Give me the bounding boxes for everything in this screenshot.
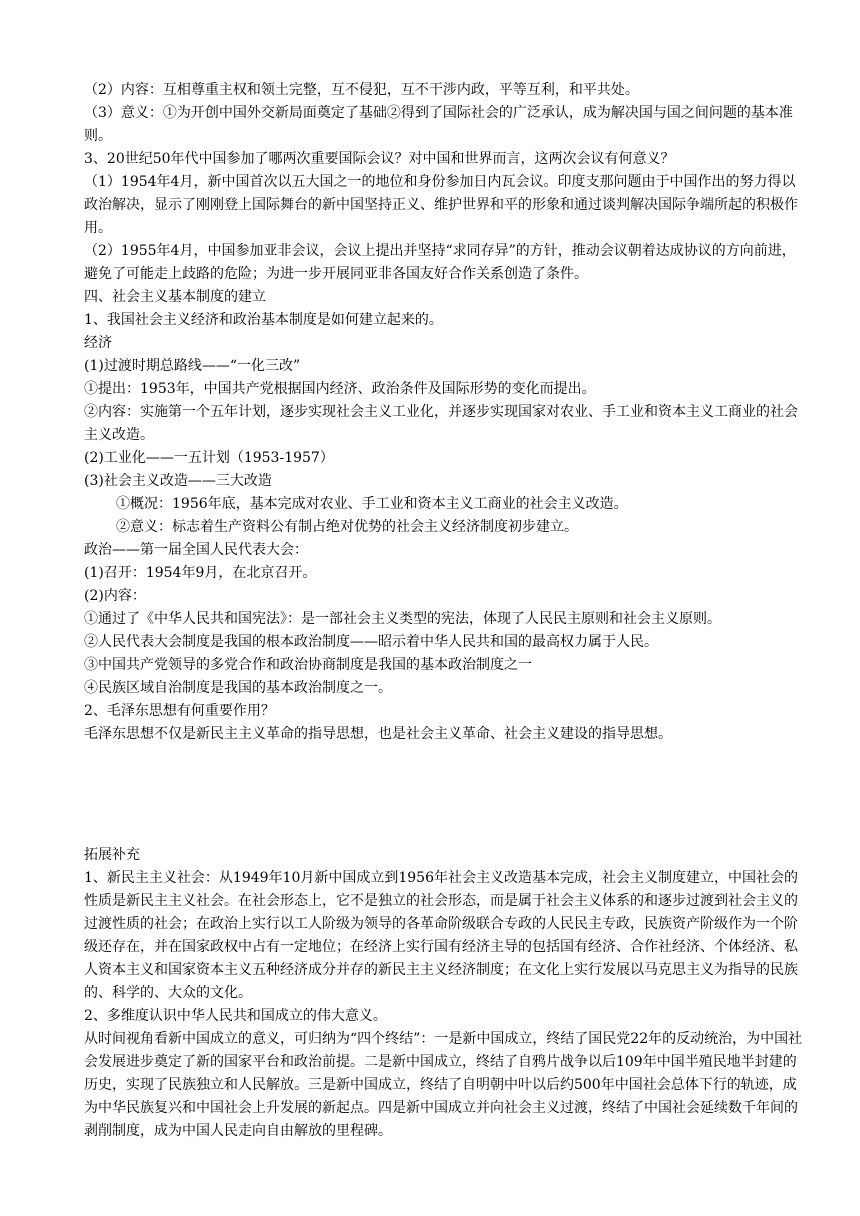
paragraph: 从时间视角看新中国成立的意义，可归纳为“四个终结”：一是新中国成立，终结了国民党22年的反动统治，为中国社会发展进步奠定了新的国家平台和政治前提。二是新中国成立，终结了自鸦片战争以后109年中国半殖民地半封建的历史，实现了民族独立和人民解放。三是新中国成立，终结了自明朝中叶以后约500年中国社会总体下行的轨迹，成为中华民族复兴和中国社会上升发展的新起点。四是新中国成立并向社会主义过渡，终结了中国社会延续数千年间的剥削制度，成为中国人民走向自由解放的里程碑。 (84, 1031, 803, 1139)
list-item: ②人民代表大会制度是我国的根本政治制度——昭示着中华人民共和国的最高权力属于人民。 (84, 634, 658, 650)
paragraph: （2）内容：互相尊重主权和领土完整，互不侵犯，互不干涉内政，平等互利，和平共处。 (84, 82, 639, 98)
list-item: (3)社会主义改造——三大改造 (84, 473, 272, 489)
spacer (84, 746, 804, 844)
question-heading: 1、我国社会主义经济和政治基本制度是如何建立起来的。 (84, 312, 443, 328)
question-heading: 2、多维度认识中华人民共和国成立的伟大意义。 (84, 1008, 387, 1024)
list-item: ①通过了《中华人民共和国宪法》：是一部社会主义类型的宪法，体现了人民民主原则和社会主义原则。 (84, 611, 721, 627)
list-item: ①提出：1953年，中国共产党根据国内经济、政治条件及国际形势的变化而提出。 (84, 381, 596, 397)
list-item-indented: ②意义：标志着生产资料公有制占绝对优势的社会主义经济制度初步建立。 (116, 519, 578, 535)
list-item: (2)工业化——一五计划（1953-1957） (84, 450, 334, 466)
question-heading: 3、20世纪50年代中国参加了哪两次重要国际会议？对中国和世界而言，这两次会议有何意义？ (84, 151, 675, 167)
paragraph: （3）意义：①为开创中国外交新局面奠定了基础②得到了国际社会的广泛承认，成为解决国与国之间问题的基本准则。 (84, 105, 793, 144)
list-item: ④民族区域自治制度是我国的基本政治制度之一。 (84, 680, 392, 696)
question-heading: 2、毛泽东思想有何重要作用？ (84, 703, 275, 719)
paragraph: 毛泽东思想不仅是新民主主义革命的指导思想，也是社会主义革命、社会主义建设的指导思想。 (84, 726, 672, 742)
list-item: (1)召开：1954年9月，在北京召开。 (84, 565, 317, 581)
section-heading: 拓展补充 (84, 847, 140, 863)
subheading: 政治——第一届全国人民代表大会： (84, 542, 308, 558)
subheading: 经济 (84, 335, 112, 351)
list-item: (2)内容： (84, 588, 146, 604)
list-item: ②内容：实施第一个五年计划，逐步实现社会主义工业化，并逐步实现国家对农业、手工业和资本主义工商业的社会主义改造。 (84, 404, 798, 443)
section-heading: 四、社会主义基本制度的建立 (84, 289, 266, 305)
list-item-indented: ①概况：1956年底，基本完成对农业、手工业和资本主义工商业的社会主义改造。 (116, 496, 628, 512)
paragraph: （1）1954年4月，新中国首次以五大国之一的地位和身份参加日内瓦会议。印度支那问题由于中国作出的努力得以政治解决，显示了刚刚登上国际舞台的新中国坚持正义、维护世界和平的形象和通过谈判解决国际争端所起的积极作用。 (84, 174, 798, 236)
section-bottom (84, 844, 804, 1143)
paragraph: 1、新民主主义社会：从1949年10月新中国成立到1956年社会主义改造基本完成，社会主义制度建立，中国社会的性质是新民主主义社会。在社会形态上，它不是独立的社会形态，而是属于社会主义体系的和逐步过渡到社会主义的过渡性质的社会；在政治上实行以工人阶级为领导的各革命阶级联合专政的人民民主专政，民族资产阶级作为一个阶级还存在，并在国家政权中占有一定地位；在经济上实行国有经济主导的包括国有经济、合作社经济、个体经济、私人资本主义和国家资本主义五种经济成分并存的新民主主义经济制度；在文化上实行发展以马克思主义为指导的民族的、科学的、大众的文化。 (84, 870, 798, 1001)
list-item: (1)过渡时期总路线——“一化三改” (84, 358, 301, 374)
list-item: ③中国共产党领导的多党合作和政治协商制度是我国的基本政治制度之一 (84, 657, 532, 673)
section-top (84, 79, 804, 746)
paragraph: （2）1955年4月，中国参加亚非会议，会议上提出并坚持“求同存异”的方针，推动会议朝着达成协议的方向前进，避免了可能走上歧路的危险；为进一步开展同亚非各国友好合作关系创造了条件。 (84, 243, 796, 282)
